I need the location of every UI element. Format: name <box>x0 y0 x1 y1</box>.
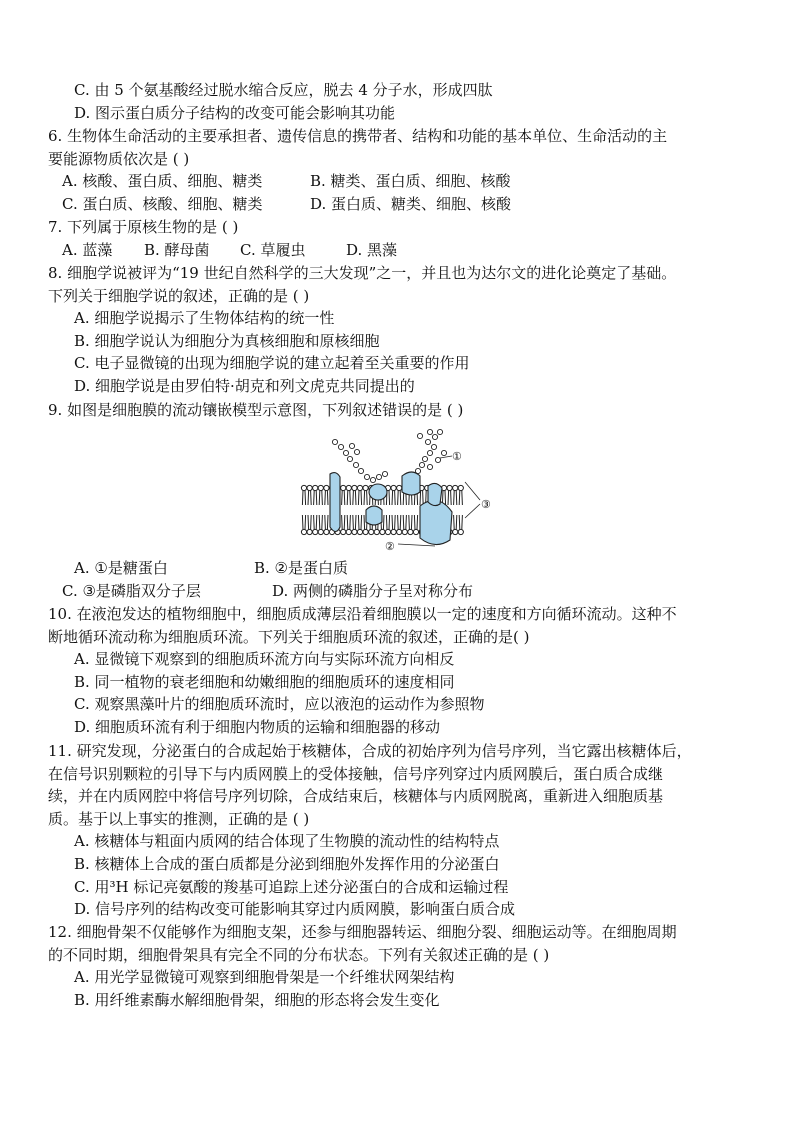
q12-option-a: A. 用光学显微镜可观察到细胞骨架是一个纤维状网架结构 <box>74 968 455 987</box>
phospholipid-tail <box>305 515 306 529</box>
phospholipid-head <box>341 485 346 490</box>
question-10 <box>48 603 768 739</box>
q5-option-d: D. 图示蛋白质分子结构的改变可能会影响其功能 <box>74 103 396 122</box>
phospholipid-head <box>363 529 368 534</box>
phospholipid-tail <box>462 515 463 529</box>
phospholipid-head <box>413 529 418 534</box>
phospholipid-head <box>318 485 323 490</box>
q7-option-d: D. 黑藻 <box>346 240 398 259</box>
q6-option-a: A. 核酸、蛋白质、细胞、糖类 <box>62 172 263 191</box>
phospholipid-head <box>313 529 318 534</box>
q11-stem-line-2: 在信号识别颗粒的引导下与内质网膜上的受体接触，信号序列穿过内质网膜后，蛋白质合成继 <box>48 764 664 783</box>
phospholipid-tail <box>327 491 328 505</box>
phospholipid-head <box>352 485 357 490</box>
phospholipid-tail <box>361 491 362 505</box>
question-8 <box>48 262 768 398</box>
transmembrane-protein-left <box>330 473 340 532</box>
phospholipid-head <box>341 529 346 534</box>
phospholipid-head <box>374 529 379 534</box>
phospholipid-head <box>397 529 402 534</box>
q7-option-c: C. 草履虫 <box>240 240 306 259</box>
phospholipid-tail <box>367 491 368 505</box>
q10-stem-line-1: 10. 在液泡发达的植物细胞中，细胞质成薄层沿着细胞膜以一定的速度和方向循环流动。这种不 <box>48 605 677 623</box>
phospholipid-tail <box>358 515 359 529</box>
phospholipid-tail <box>459 515 460 529</box>
phospholipid-head <box>458 529 463 534</box>
phospholipid-tail <box>462 491 463 505</box>
phospholipid-head <box>369 529 374 534</box>
phospholipid-tail <box>454 491 455 505</box>
q9-option-c: C. ③是磷脂双分子层 <box>62 581 201 600</box>
phospholipid-tail <box>392 491 393 505</box>
phospholipid-tail <box>445 491 446 505</box>
q6-options-row-2 <box>48 193 768 216</box>
phospholipid-head <box>307 485 312 490</box>
phospholipid-tail <box>414 515 415 529</box>
question-11 <box>48 740 768 921</box>
phospholipid-head <box>346 529 351 534</box>
q8-option-b: B. 细胞学说认为细胞分为真核细胞和原核细胞 <box>74 331 380 350</box>
phospholipid-tail <box>392 515 393 529</box>
membrane-svg <box>290 422 500 557</box>
phospholipid-tail <box>398 491 399 505</box>
phospholipid-head <box>324 485 329 490</box>
q7-stem: 7. 下列属于原核生物的是 ( ) <box>48 218 239 236</box>
phospholipid-tail <box>358 491 359 505</box>
phospholipid-tail <box>386 515 387 529</box>
phospholipid-tail <box>353 515 354 529</box>
channel-protein <box>428 483 442 505</box>
phospholipid-head <box>357 529 362 534</box>
phospholipid-head <box>313 485 318 490</box>
phospholipid-head <box>352 529 357 534</box>
phospholipid-tail <box>406 515 407 529</box>
question-5-tail <box>48 79 768 124</box>
q8-option-d: D. 细胞学说是由罗伯特·胡克和列文虎克共同提出的 <box>74 376 415 395</box>
q12-stem-line-1: 12. 细胞骨架不仅能够作为细胞支架，还参与细胞器转运、细胞分裂、细胞运动等。在细胞周期 <box>48 923 677 941</box>
phospholipid-head <box>301 529 306 534</box>
phospholipid-tail <box>400 515 401 529</box>
phospholipid-head <box>318 529 323 534</box>
sugar-chains <box>332 429 446 482</box>
q8-option-a: A. 细胞学说揭示了生物体结构的统一性 <box>74 309 335 328</box>
phospholipid-tail <box>448 491 449 505</box>
phospholipid-tail <box>305 491 306 505</box>
q10-option-b: B. 同一植物的衰老细胞和幼嫩细胞的细胞质环的速度相同 <box>74 672 455 691</box>
q11-stem-line-1: 11. 研究发现，分泌蛋白的合成起始于核糖体，合成的初始序列为信号序列，当它露出核糖体后， <box>48 742 692 760</box>
q5-option-c: C. 由 5 个氨基酸经过脱水缩合反应，脱去 4 分子水，形成四肽 <box>74 81 493 99</box>
phospholipid-tail <box>459 491 460 505</box>
phospholipid-head <box>453 485 458 490</box>
q6-stem-line-1: 6. 生物体生命活动的主要承担者、遗传信息的携带者、结构和功能的基本单位、生命活动的主 <box>48 127 668 145</box>
phospholipid-tail <box>327 515 328 529</box>
q10-stem-line-2: 断地循环流动称为细胞质环流。下列关于细胞质环流的叙述，正确的是( ) <box>48 627 530 646</box>
phospholipid-tail <box>302 515 303 529</box>
q6-option-c: C. 蛋白质、核酸、细胞、糖类 <box>62 194 263 213</box>
q8-stem-line-2: 下列关于细胞学说的叙述，正确的是 ( ) <box>48 286 310 305</box>
phospholipid-tail <box>355 515 356 529</box>
phospholipid-head <box>391 485 396 490</box>
phospholipid-tail <box>364 515 365 529</box>
phospholipid-head <box>385 529 390 534</box>
phospholipid-tail <box>350 515 351 529</box>
q7-option-a: A. 蓝藻 <box>62 240 113 259</box>
phospholipid-head <box>408 529 413 534</box>
q10-option-a: A. 显微镜下观察到的细胞质环流方向与实际环流方向相反 <box>74 650 455 669</box>
phospholipid-tail <box>423 491 424 505</box>
phospholipid-tail <box>314 515 315 529</box>
phospholipid-tail <box>319 491 320 505</box>
phospholipid-tail <box>456 515 457 529</box>
phospholipid-tail <box>355 491 356 505</box>
phospholipid-tail <box>311 491 312 505</box>
phospholipid-tail <box>364 491 365 505</box>
surface-protein <box>402 472 420 495</box>
phospholipid-tail <box>350 491 351 505</box>
phospholipid-head <box>324 529 329 534</box>
question-9 <box>48 399 768 422</box>
phospholipid-tail <box>389 515 390 529</box>
q9-options-row-2 <box>48 580 768 603</box>
q7-options <box>48 239 768 262</box>
q11-option-c: C. 用³H 标记亮氨酸的羧基可追踪上述分泌蛋白的合成和运输过程 <box>74 877 509 896</box>
phospholipid-tail <box>395 491 396 505</box>
q11-option-d: D. 信号序列的结构改变可能影响其穿过内质网膜，影响蛋白质合成 <box>74 900 516 919</box>
q9-stem: 9. 如图是细胞膜的流动镶嵌模型示意图，下列叙述错误的是 ( ) <box>48 401 464 419</box>
phospholipid-tail <box>342 515 343 529</box>
phospholipid-tail <box>383 515 384 529</box>
inner-protein <box>366 506 382 525</box>
phospholipid-tail <box>325 515 326 529</box>
phospholipid-tail <box>322 515 323 529</box>
phospholipid-head <box>357 485 362 490</box>
large-protein <box>420 500 452 544</box>
q9-options-row-1 <box>48 557 768 580</box>
q11-stem-line-3: 续，并在内质网腔中将信号序列切除，合成结束后，核糖体与内质网脱离，重新进入细胞质基 <box>48 787 664 806</box>
phospholipid-tail <box>322 491 323 505</box>
q6-options-row-1 <box>48 170 768 193</box>
phospholipid-tail <box>456 491 457 505</box>
q11-option-b: B. 核糖体上合成的蛋白质都是分泌到细胞外发挥作用的分泌蛋白 <box>74 854 500 873</box>
q10-option-c: C. 观察黑藻叶片的细胞质环流时，应以液泡的运动作为参照物 <box>74 695 485 714</box>
phospholipid-tail <box>347 491 348 505</box>
phospholipid-tail <box>316 515 317 529</box>
phospholipid-head <box>402 529 407 534</box>
phospholipid-tail <box>308 515 309 529</box>
phospholipid-tail <box>411 515 412 529</box>
phospholipid-tail <box>342 491 343 505</box>
peripheral-protein <box>369 484 387 500</box>
q6-stem-line-2: 要能源物质依次是 ( ) <box>48 149 190 168</box>
phospholipid-tail <box>454 515 455 529</box>
label-1: ① <box>452 450 462 463</box>
membrane-diagram <box>290 422 500 557</box>
q12-option-b: B. 用纤维素酶水解细胞骨架，细胞的形态将会发生变化 <box>74 990 440 1009</box>
q9-option-a: A. ①是糖蛋白 <box>74 559 168 577</box>
question-7 <box>48 216 768 261</box>
q9-option-d: D. 两侧的磷脂分子呈对称分布 <box>272 581 474 600</box>
phospholipid-head <box>301 485 306 490</box>
q9-option-b: B. ②是蛋白质 <box>254 559 349 577</box>
phospholipid-head <box>380 529 385 534</box>
phospholipid-tail <box>389 491 390 505</box>
phospholipid-tail <box>347 515 348 529</box>
question-6 <box>48 125 768 215</box>
q11-option-a: A. 核糖体与粗面内质网的结合体现了生物膜的流动性的结构特点 <box>74 832 500 851</box>
phospholipid-tail <box>400 491 401 505</box>
phospholipid-tail <box>420 491 421 505</box>
phospholipid-tail <box>395 515 396 529</box>
label-3: ③ <box>481 498 491 511</box>
phospholipid-tail <box>316 491 317 505</box>
q7-option-b: B. 酵母菌 <box>144 240 210 259</box>
phospholipid-tail <box>314 491 315 505</box>
phospholipid-tail <box>308 491 309 505</box>
phospholipid-head <box>307 529 312 534</box>
phospholipid-tail <box>325 491 326 505</box>
phospholipid-head <box>447 485 452 490</box>
phospholipid-tail <box>344 491 345 505</box>
phospholipid-tail <box>409 515 410 529</box>
phospholipid-tail <box>344 515 345 529</box>
phospholipid-head <box>453 529 458 534</box>
phospholipid-tail <box>361 515 362 529</box>
label-2: ② <box>385 540 395 553</box>
phospholipid-tail <box>398 515 399 529</box>
q12-stem-line-2: 的不同时期，细胞骨架具有完全不同的分布状态。下列有关叙述正确的是 ( ) <box>48 945 550 964</box>
phospholipid-head <box>346 485 351 490</box>
q8-stem-line-1: 8. 细胞学说被评为“19 世纪自然科学的三大发现”之一，并且也为达尔文的进化论奠定了基础。 <box>48 264 677 282</box>
q11-stem-line-4: 质。基于以上事实的推测，正确的是 ( ) <box>48 809 310 828</box>
q8-option-c: C. 电子显微镜的出现为细胞学说的建立起着至关重要的作用 <box>74 354 470 373</box>
q6-option-b: B. 糖类、蛋白质、细胞、核酸 <box>310 172 511 191</box>
phospholipid-tail <box>353 491 354 505</box>
phospholipid-tail <box>403 515 404 529</box>
q10-option-d: D. 细胞质环流有利于细胞内物质的运输和细胞器的移动 <box>74 717 441 736</box>
phospholipid-tail <box>311 515 312 529</box>
question-12 <box>48 921 768 1011</box>
phospholipid-head <box>397 485 402 490</box>
q6-option-d: D. 蛋白质、糖类、细胞、核酸 <box>310 194 512 213</box>
phospholipid-tail <box>319 515 320 529</box>
phospholipid-tail <box>451 491 452 505</box>
phospholipid-head <box>363 485 368 490</box>
phospholipid-head <box>458 485 463 490</box>
question-9-options <box>48 557 768 602</box>
phospholipid-tail <box>417 515 418 529</box>
phospholipid-tail <box>302 491 303 505</box>
phospholipid-head <box>391 529 396 534</box>
